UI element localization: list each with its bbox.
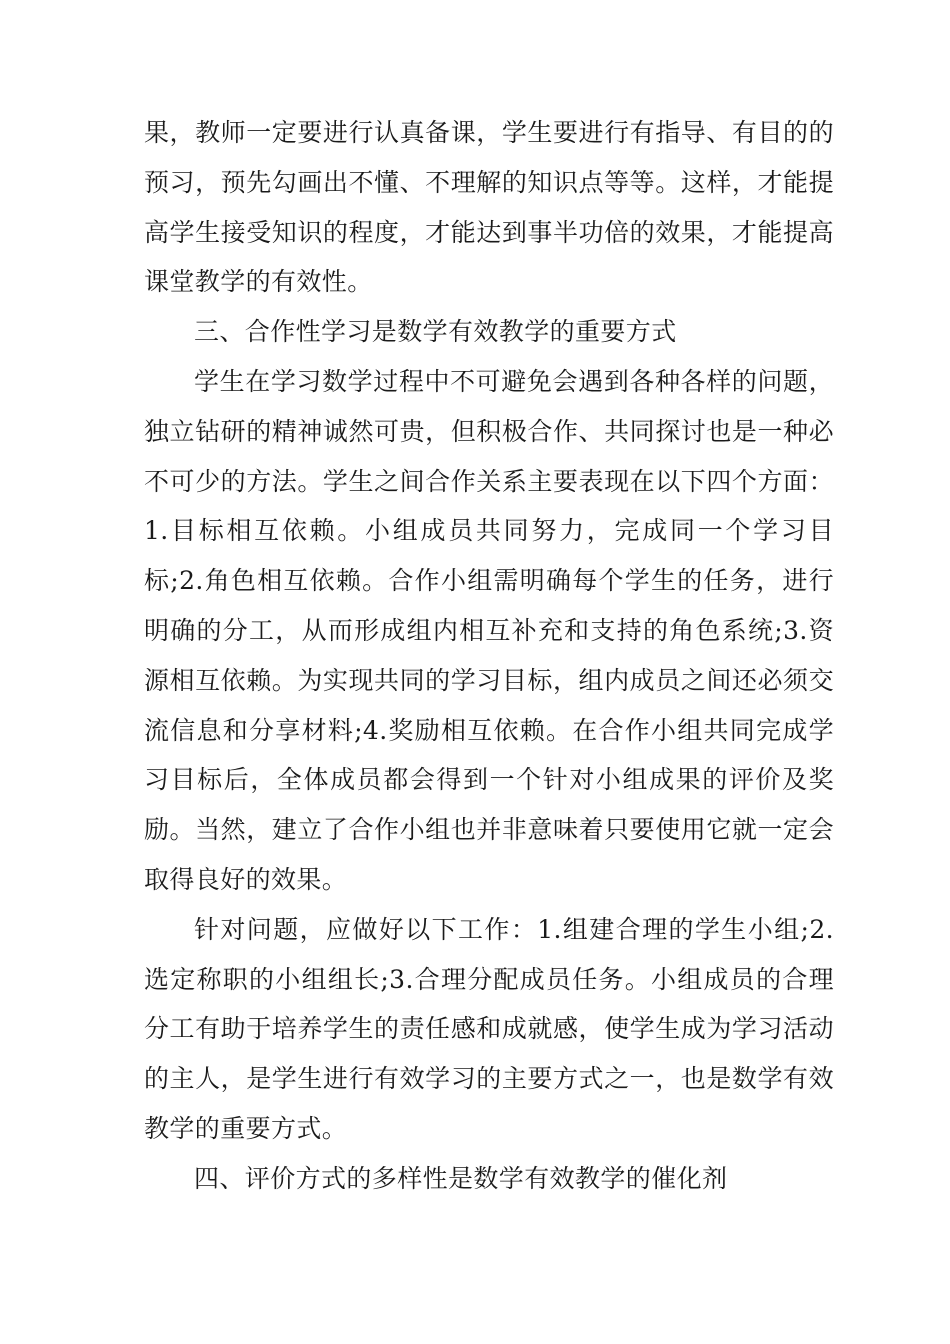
- section-heading-3: 三、合作性学习是数学有效教学的重要方式: [194, 317, 677, 347]
- section-heading-4: 四、评价方式的多样性是数学有效教学的催化剂: [194, 1163, 728, 1193]
- paragraph-group-work: 针对问题，应做好以下工作：1.组建合理的学生小组;2.选定称职的小组组长;3.合理分配成员任务。小组成员的合理分工有助于培养学生的责任感和成就感，使学生成为学习活动的主人，是学生进行有效学习的主要方式之一，也是数学有效教学的重要方式。: [144, 914, 834, 1143]
- document-body: [144, 108, 834, 1204]
- paragraph-continuation: 果，教师一定要进行认真备课，学生要进行有指导、有目的的预习，预先勾画出不懂、不理解的知识点等等。这样，才能提高学生接受知识的程度，才能达到事半功倍的效果，才能提高课堂教学的有效性。: [144, 118, 834, 297]
- paragraph-cooperative-learning: 学生在学习数学过程中不可避免会遇到各种各样的问题，独立钻研的精神诚然可贵，但积极合作、共同探讨也是一种必不可少的方法。学生之间合作关系主要表现在以下四个方面：1.目标相互依赖。小组成员共同努力，完成同一个学习目标;2.角色相互依赖。合作小组需明确每个学生的任务，进行明确的分工，从而形成组内相互补充和支持的角色系统;3.资源相互依赖。为实现共同的学习目标，组内成员之间还必须交流信息和分享材料;4.奖励相互依赖。在合作小组共同完成学习目标后，全体成员都会得到一个针对小组成果的评价及奖励。当然，建立了合作小组也并非意味着只要使用它就一定会取得良好的效果。: [144, 366, 834, 894]
